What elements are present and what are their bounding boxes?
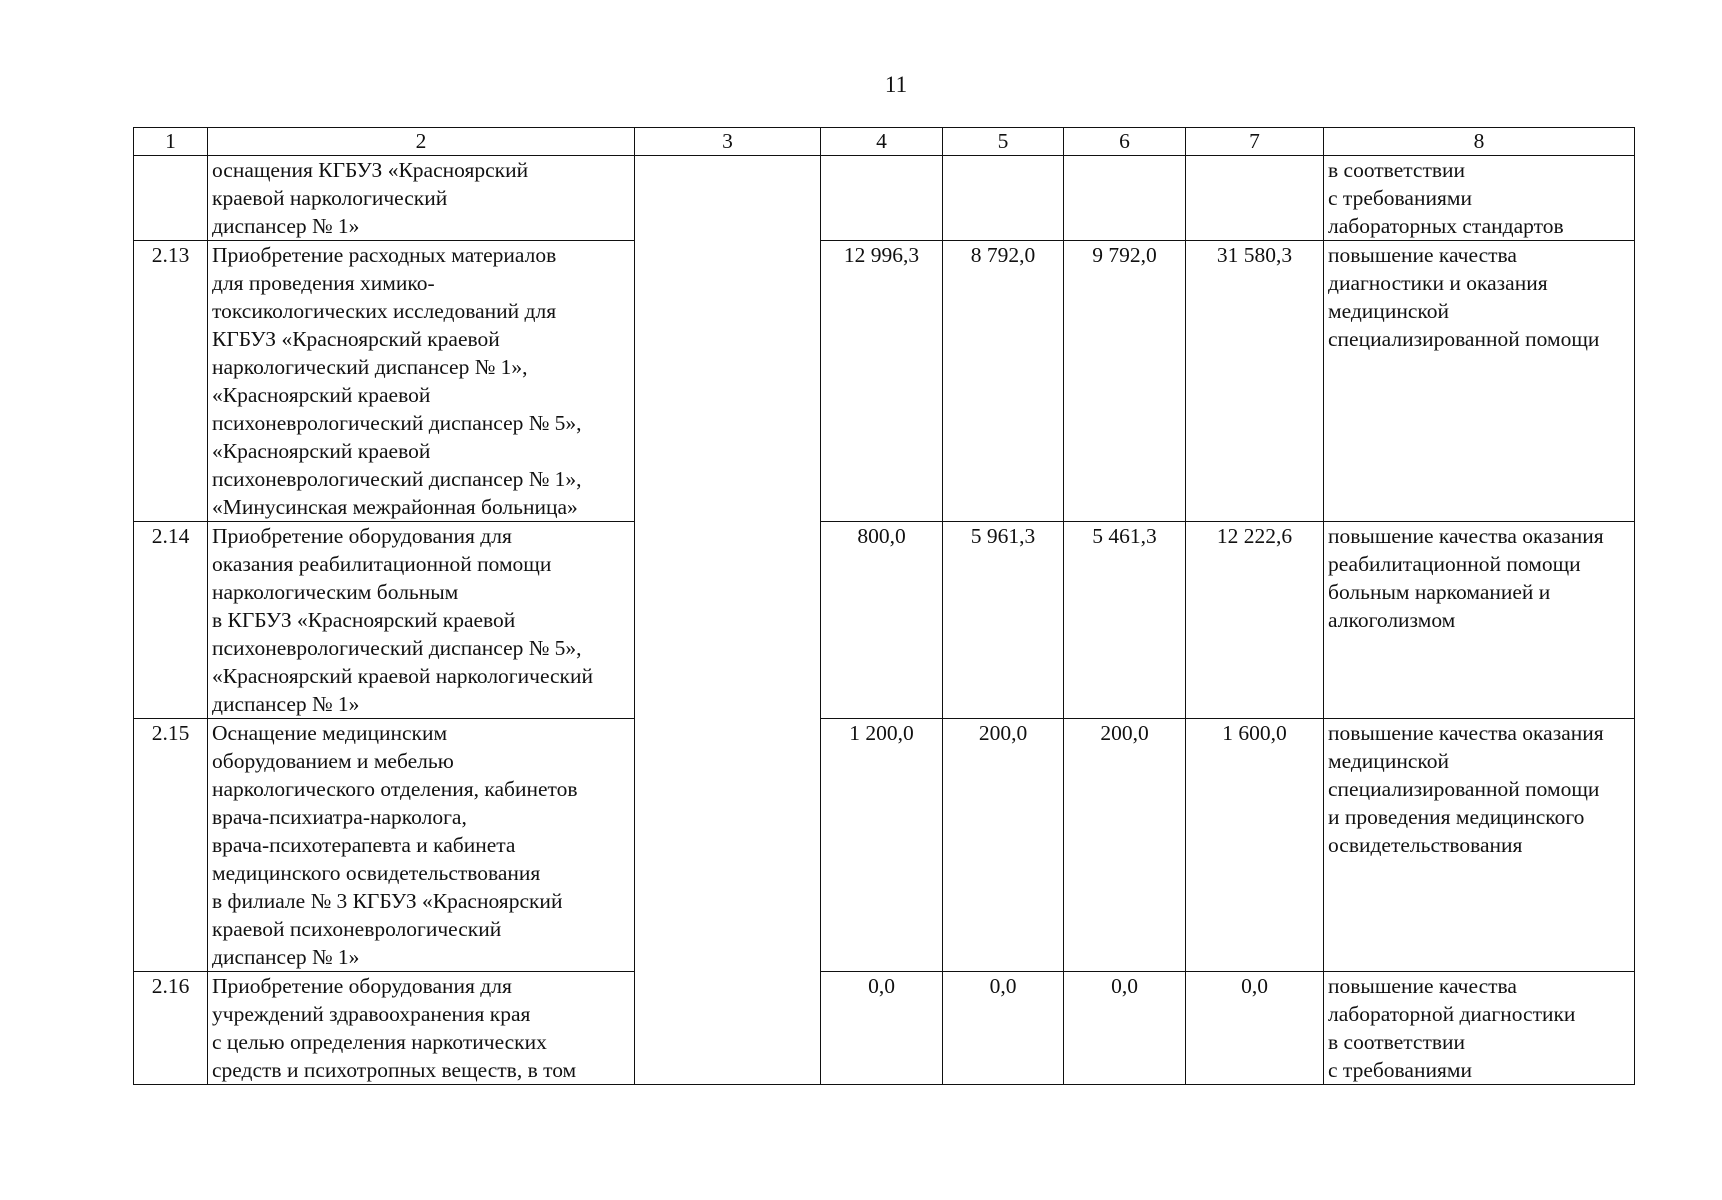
table-row [134,241,1635,522]
value-cell-col4: 800,0 [821,522,943,719]
value-cell-col5: 5 961,3 [943,522,1064,719]
value-cell-col7: 0,0 [1186,972,1324,1085]
value-cell-col6: 9 792,0 [1064,241,1186,522]
value-cell-col5: 0,0 [943,972,1064,1085]
value-cell-col5 [943,156,1064,241]
program-activities-table [133,127,1635,1085]
row-number-cell: 2.14 [134,522,208,719]
activity-description-cell: оснащения КГБУЗ «Красноярский краевой наркологический диспансер № 1» [208,156,635,241]
activity-description-cell: Оснащение медицинским оборудованием и мебелью наркологического отделения, кабинетов врача-психиатра-нарколога, врача-психотерапевта и кабинета медицинского освидетельствования в филиале № 3 КГБУЗ «Красноярский краевой психоневрологический диспансер № 1» [208,719,635,972]
value-cell-col5: 8 792,0 [943,241,1064,522]
expected-result-cell: повышение качества диагностики и оказания медицинской специализированной помощи [1324,241,1635,522]
value-cell-col6: 200,0 [1064,719,1186,972]
header-cell: 7 [1186,128,1324,156]
row-number-cell [134,156,208,241]
value-cell-col6: 5 461,3 [1064,522,1186,719]
table-row [134,522,1635,719]
row-number-cell: 2.16 [134,972,208,1085]
header-cell: 6 [1064,128,1186,156]
table-row [134,719,1635,972]
header-cell: 2 [208,128,635,156]
value-cell-col7: 1 600,0 [1186,719,1324,972]
value-cell-col7: 12 222,6 [1186,522,1324,719]
column-number-header-row [134,128,1635,156]
header-cell: 3 [635,128,821,156]
expected-result-cell: повышение качества лабораторной диагностики в соответствии с требованиями [1324,972,1635,1085]
value-cell-col7 [1186,156,1324,241]
header-cell: 1 [134,128,208,156]
activity-description-cell: Приобретение оборудования для оказания реабилитационной помощи наркологическим больным в КГБУЗ «Красноярский краевой психоневрологический диспансер № 5», «Красноярский краевой наркологический диспансер № 1» [208,522,635,719]
value-cell-col6 [1064,156,1186,241]
table-row [134,156,1635,241]
value-cell-col4: 0,0 [821,972,943,1085]
row-number-cell: 2.13 [134,241,208,522]
executor-cell [635,156,821,1085]
activity-description-cell: Приобретение оборудования для учреждений здравоохранения края с целью определения наркотических средств и психотропных веществ, в том [208,972,635,1085]
value-cell-col6: 0,0 [1064,972,1186,1085]
value-cell-col5: 200,0 [943,719,1064,972]
value-cell-col4: 12 996,3 [821,241,943,522]
value-cell-col7: 31 580,3 [1186,241,1324,522]
table-row [134,972,1635,1085]
page-number: 11 [884,72,908,97]
row-number-cell: 2.15 [134,719,208,972]
header-cell: 5 [943,128,1064,156]
expected-result-cell: в соответствии с требованиями лабораторных стандартов [1324,156,1635,241]
activity-description-cell: Приобретение расходных материалов для проведения химико- токсикологических исследований для КГБУЗ «Красноярский краевой наркологический диспансер № 1», «Красноярский краевой психоневрологический диспансер № 5», «Красноярский краевой психоневрологический диспансер № 1», «Минусинская межрайонная больница» [208,241,635,522]
expected-result-cell: повышение качества оказания медицинской специализированной помощи и проведения медицинского освидетельствования [1324,719,1635,972]
value-cell-col4 [821,156,943,241]
header-cell: 4 [821,128,943,156]
header-cell: 8 [1324,128,1635,156]
expected-result-cell: повышение качества оказания реабилитационной помощи больным наркоманией и алкоголизмом [1324,522,1635,719]
value-cell-col4: 1 200,0 [821,719,943,972]
